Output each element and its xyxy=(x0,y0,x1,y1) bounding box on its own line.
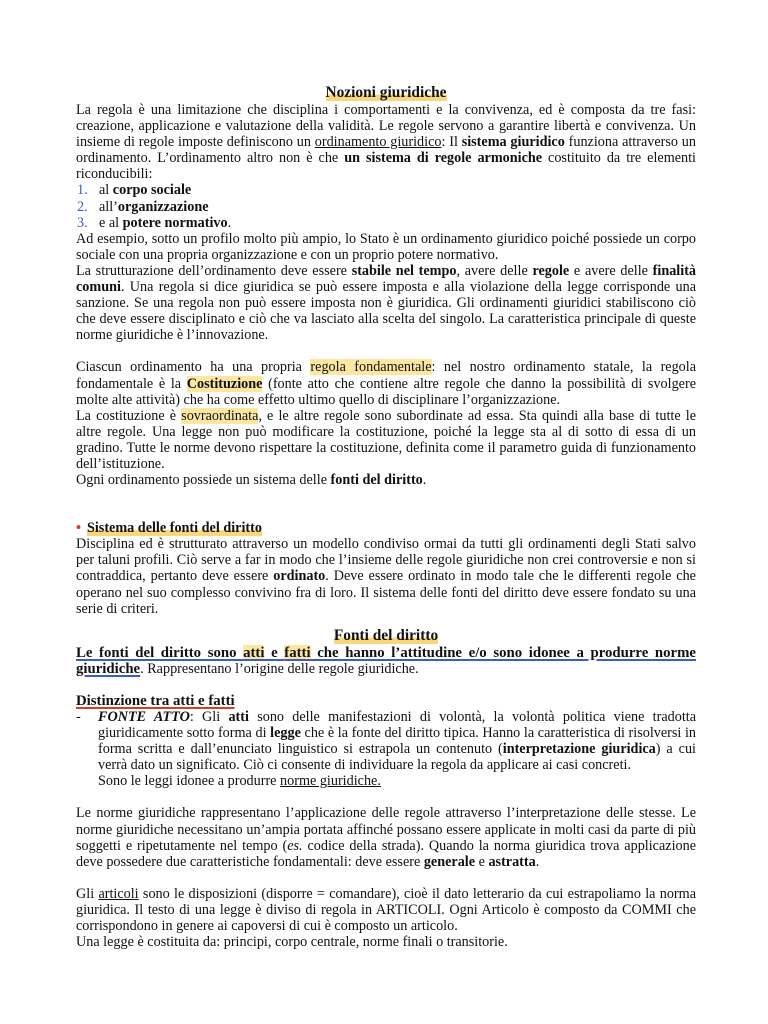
list-item: 1. al corpo sociale xyxy=(77,182,192,199)
document-body xyxy=(76,84,696,950)
list-item: 2. all’organizzazione xyxy=(77,198,209,215)
paragraph-articoli: Gli articoli sono le disposizioni (disporre = comandare), cioè il dato letterario da cui estrapoliamo la norma giuridica. Il testo di una legge è diviso di regola in ARTICOLI. Ogni Articolo è composto da COMMI che corrispondono in genere ai capoversi di cui è composto un articolo. xyxy=(76,885,696,935)
paragraph-costituzione: La costituzione è sovraordinata, e le altre regole sono subordinate ad essa. Sta quindi alla base di tutte le altre regole. Una legge non può modificare la costituzione, poiché la legge sta al di sotto di essa di un gradino. Tutte le norme devono rispettare la costituzione, definita come il parametro guida di funzionamento dell’istituzione. xyxy=(76,407,696,472)
heading-sistema-fonti: • Sistema delle fonti del diritto xyxy=(76,520,262,537)
title-fonti-diritto: Fonti del diritto xyxy=(333,626,439,644)
paragraph-legge-costituita: Una legge è costituita da: principi, corpo centrale, norme finali o transitorie. xyxy=(76,934,508,951)
paragraph-disciplina: Disciplina ed è strutturato attraverso un modello condiviso ormai da tutti gli ordinamenti degli Stati salvo per taluni profili. Ciò serve a far in modo che l’insieme delle regole giuridiche non crei controversie e non si contraddica, pertanto deve essere ordinato. Deve essere ordinato in modo tale che le differenti regole che operano nel suo complesso convivino fra di loro. Il sistema delle fonti del diritto deve essere fondato su una serie di criteri. xyxy=(76,536,696,617)
heading-distinzione: Distinzione tra atti e fatti xyxy=(76,692,235,709)
title-nozioni-giuridiche: Nozioni giuridiche xyxy=(325,84,447,101)
elements-list xyxy=(76,182,696,230)
paragraph-norme-giuridiche: Le norme giuridiche rappresentano l’applicazione delle regole attraverso l’interpretazione delle stesse. Le norme giuridiche necessitano un’ampia portata affinché possano essere applicate in molti casi da parte di più soggetti e ripetutamente nel tempo (es. codice della strada). Quando la norma giuridica trova applicazione deve possedere due caratteristiche fondamentali: deve essere generale e astratta. xyxy=(76,805,696,870)
paragraph-fonti-definizione: Le fonti del diritto sono atti e fatti che hanno l’attitudine e/o sono idonee a produrre norme giuridiche. Rappresentano l’origine delle regole giuridiche. xyxy=(76,644,696,677)
list-item: 3. e al potere normativo. xyxy=(77,214,232,231)
paragraph-regola-fondamentale: Ciascun ordinamento ha una propria regola fondamentale: nel nostro ordinamento statale, la regola fondamentale è la Costituzione (fonte atto che contiene altre regole che danno la possibilità di svolgere molte alte attività) che ha come effetto ultimo quello di disciplinare l’organizzazione. xyxy=(76,359,697,408)
paragraph-regola: La regola è una limitazione che disciplina i comportamenti e la convivenza, ed è composta da tre fasi: creazione, applicazione e valutazione della validità. Le regole servono a garantire libertà e convivenza. Un insieme di regole imposte definiscono un ordinamento giuridico: Il sistema giuridico funziona attraverso un ordinamento. L’ordinamento altro non è che un sistema di regole armoniche costituito da tre elementi riconducibili: xyxy=(76,102,696,183)
paragraph-strutturazione: La strutturazione dell’ordinamento deve essere stabile nel tempo, avere delle regole e avere delle finalità comuni. Una regola si dice giuridica se può essere imposta e alla violazione della legge corrisponde una sanzione. Se una regola non può essere imposta non è giuridica. Gli ordinamenti giuridici stabiliscono ciò che deve essere disciplinato e ciò che va lasciato alla scelta del singolo. La caratteristica principale di queste norme giuridiche è l’innovazione. xyxy=(76,262,697,344)
paragraph-fonti: Ogni ordinamento possiede un sistema delle fonti del diritto. xyxy=(76,472,427,489)
paragraph-esempio-stato: Ad esempio, sotto un profilo molto più ampio, lo Stato è un ordinamento giuridico poiché possiede un corpo sociale con una propria organizzazione e con un proprio potere normativo. xyxy=(76,230,696,263)
fonte-atto-item: - FONTE ATTO: Gli atti sono delle manifestazioni di volontà, la volontà politica viene tradotta giuridicamente sotto forma di legge che è la fonte del diritto tipica. Hanno la caratteristica di risolversi in forma scritta e dall’enunciato linguistico si estrapola un contenuto (interpretazione giuridica) a cui verrà dato un significato. Ciò ci consente di individuare la regola da applicare ai casi concreti. Sono le leggi idonee a produrre norme giuridiche. xyxy=(76,709,697,790)
bullet-icon: • xyxy=(76,520,81,537)
